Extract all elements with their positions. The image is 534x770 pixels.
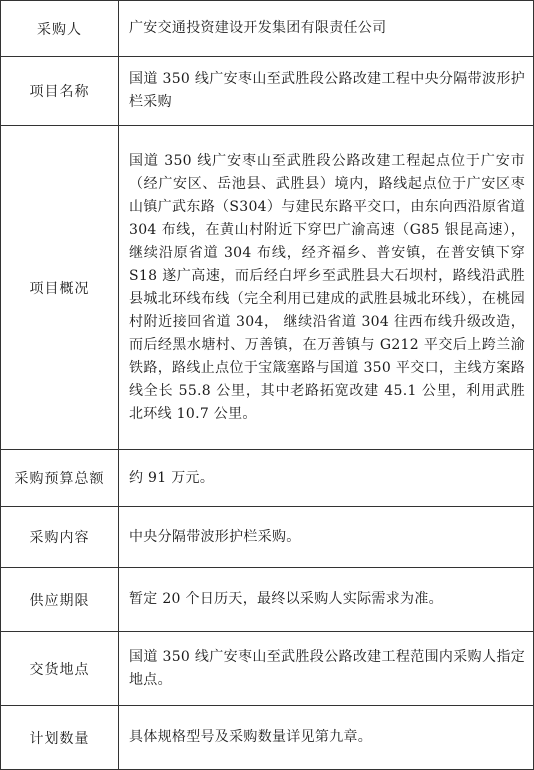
budget-label: 采购预算总额 xyxy=(1,450,119,507)
table-row xyxy=(1,632,534,706)
table-row xyxy=(1,57,534,126)
delivery-location-label: 交货地点 xyxy=(1,632,119,706)
content-value: 中央分隔带波形护栏采购。 xyxy=(119,507,534,568)
table-row xyxy=(1,126,534,450)
project-overview-label: 项目概况 xyxy=(1,126,119,450)
purchaser-label: 采购人 xyxy=(1,1,119,57)
purchaser-value: 广安交通投资建设开发集团有限责任公司 xyxy=(119,1,534,57)
table-row xyxy=(1,450,534,507)
content-label: 采购内容 xyxy=(1,507,119,568)
delivery-location-value: 国道 350 线广安枣山至武胜段公路改建工程范围内采购人指定地点。 xyxy=(119,632,534,706)
project-name-value: 国道 350 线广安枣山至武胜段公路改建工程中央分隔带波形护栏采购 xyxy=(119,57,534,126)
project-overview-value: 国道 350 线广安枣山至武胜段公路改建工程起点位于广安市（经广安区、岳池县、武胜县）境内，路线起点位于广安区枣山镇广武东路（S304）与建民东路平交口，由东向西沿原省道 304 布线，在黄山村附近下穿巴广渝高速（G85 银昆高速），继续沿原省道 304 布线，经齐福乡、普安镇，在普安镇下穿 S18 遂广高速，而后经白坪乡至武胜县大石坝村，路线沿武胜县城北环线布线（完全利用已建成的武胜县城北环线），在桃园村附近接回省道 304， 继续沿省道 304 往西布线升级改造，而后经黑水塘村、万善镇，在万善镇与 G212 平交后上跨兰渝铁路，路线止点位于宝箴塞路与国道 350 平交口，主线方案路线全长 55.8 公里，其中老路拓宽改建 45.1 公里，利用武胜北环线 10.7 公里。 xyxy=(119,126,534,450)
supply-period-value: 暂定 20 个日历天，最终以采购人实际需求为准。 xyxy=(119,568,534,632)
table-row xyxy=(1,706,534,770)
project-name-label: 项目名称 xyxy=(1,57,119,126)
supply-period-label: 供应期限 xyxy=(1,568,119,632)
planned-quantity-value: 具体规格型号及采购数量详见第九章。 xyxy=(119,706,534,770)
budget-value: 约 91 万元。 xyxy=(119,450,534,507)
planned-quantity-label: 计划数量 xyxy=(1,706,119,770)
table-row xyxy=(1,507,534,568)
table-row xyxy=(1,1,534,57)
table-row xyxy=(1,568,534,632)
